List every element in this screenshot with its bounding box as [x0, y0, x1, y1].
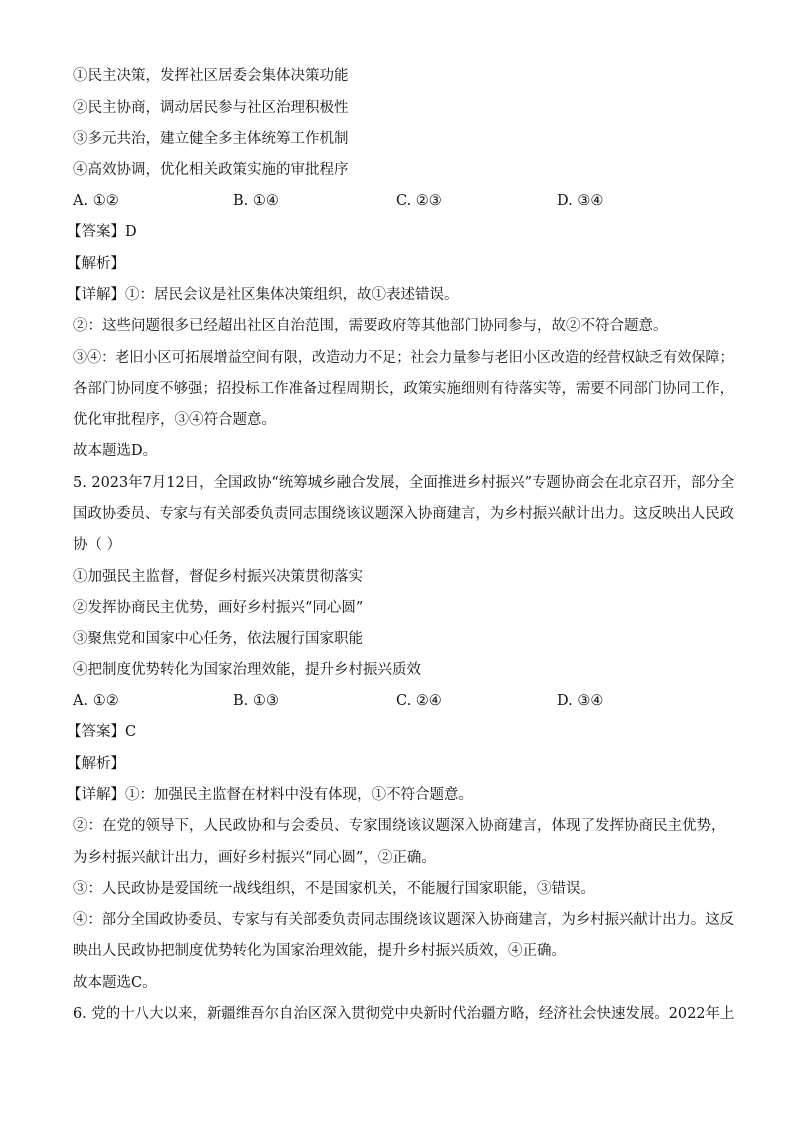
q5-statement-3: ③聚焦党和国家中心任务，依法履行国家职能 [73, 631, 363, 647]
q5-statement-1: ①加强民主监督，督促乡村振兴决策贯彻落实 [73, 569, 363, 585]
q5-stem-2: 国政协委员、专家与有关部委负责同志围绕该议题深入协商建言，为乡村振兴献计出力。这反映出人民政 [73, 506, 734, 522]
q5-analysis-label: 【解析】 [67, 756, 125, 772]
q5-statement-4: ④把制度优势转化为国家治理效能，提升乡村振兴质效 [73, 662, 421, 678]
q4-statement-1: ①民主决策，发挥社区居委会集体决策功能 [73, 68, 349, 84]
q4-detail-5: 优化审批程序，③④符合题意。 [73, 412, 276, 428]
q5-detail-1: 【详解】①：加强民主监督在材料中没有体现，①不符合题意。 [67, 787, 473, 803]
q4-option-c: C. ②③ [396, 193, 442, 209]
q5-detail-2: ②：在党的领导下，人民政协和与会委员、专家围绕该议题深入协商建言，体现了发挥协商民主优势， [73, 818, 726, 834]
q4-detail-2: ②：这些问题很多已经超出社区自治范围，需要政府等其他部门协同参与，故②不符合题意。 [73, 318, 668, 334]
q5-option-d: D. ③④ [557, 693, 604, 709]
q5-conclusion: 故本题选C。 [73, 975, 157, 991]
q4-statement-2: ②民主协商，调动居民参与社区治理积极性 [73, 100, 349, 116]
q4-statement-4: ④高效协调，优化相关政策实施的审批程序 [73, 162, 349, 178]
q4-option-d: D. ③④ [557, 193, 604, 209]
q4-detail-4: 各部门协同度不够强；招投标工作准备过程周期长，政策实施细则有待落实等，需要不同部门协同工作， [73, 381, 734, 397]
q4-detail-1: 【详解】①：居民会议是社区集体决策组织，故①表述错误。 [67, 287, 459, 303]
q5-statement-2: ②发挥协商民主优势，画好乡村振兴“同心圆” [73, 600, 364, 616]
q5-detail-4: ③：人民政协是爱国统一战线组织，不是国家机关，不能履行国家职能，③错误。 [73, 881, 595, 897]
q4-option-b: B. ①④ [233, 193, 279, 209]
q5-stem-1: 5. 2023年7月12日，全国政协“统筹城乡融合发展，全面推进乡村振兴”专题协商会在北京召开，部分全 [73, 475, 735, 491]
q4-options [73, 191, 733, 211]
q5-option-b: B. ①③ [233, 693, 279, 709]
q5-option-a: A. ①② [73, 693, 119, 709]
q5-option-c: C. ②④ [396, 693, 442, 709]
q5-answer: 【答案】C [67, 724, 137, 740]
q5-options [73, 691, 733, 711]
q5-stem-3: 协（ ） [73, 537, 122, 553]
q4-detail-3: ③④：老旧小区可拓展增益空间有限，改造动力不足；社会力量参与老旧小区改造的经营权缺乏有效保障； [73, 350, 734, 366]
q4-statement-3: ③多元共治，建立健全多主体统筹工作机制 [73, 131, 349, 147]
q6-stem-1: 6. 党的十八大以来，新疆维吾尔自治区深入贯彻党中央新时代治疆方略，经济社会快速发展。2022年上 [73, 1006, 735, 1022]
q4-analysis-label: 【解析】 [67, 256, 125, 272]
q4-option-a: A. ①② [73, 193, 119, 209]
q4-conclusion: 故本题选D。 [73, 443, 158, 459]
q5-detail-3: 为乡村振兴献计出力，画好乡村振兴“同心圆”，②正确。 [73, 850, 436, 866]
q5-detail-6: 映出人民政协把制度优势转化为国家治理效能，提升乡村振兴质效，④正确。 [73, 943, 566, 959]
q4-answer: 【答案】D [67, 224, 137, 240]
q5-detail-5: ④：部分全国政协委员、专家与有关部委负责同志围绕该议题深入协商建言，为乡村振兴献计出力。这反 [73, 912, 734, 928]
